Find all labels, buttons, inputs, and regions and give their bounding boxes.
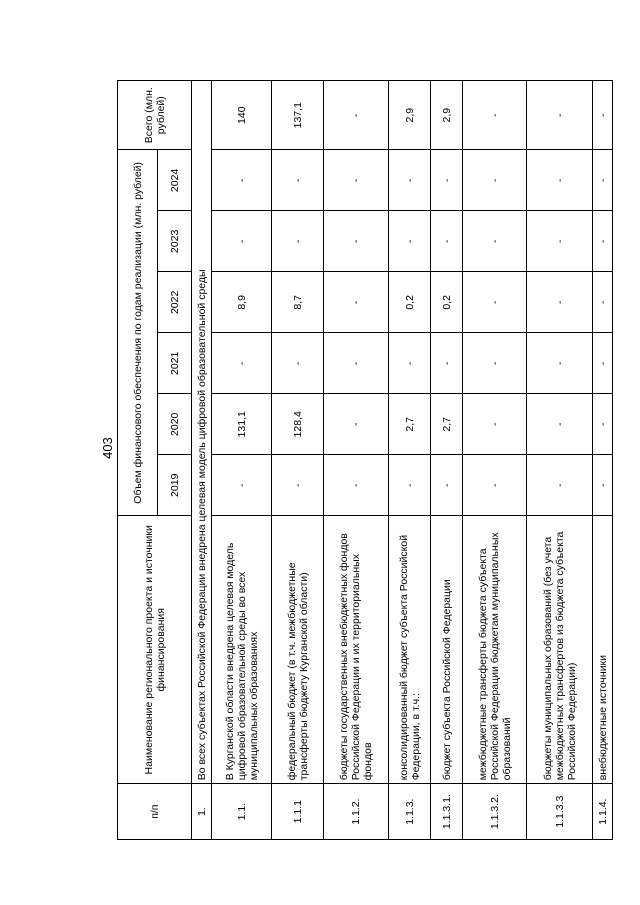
row-value: 8,7 (272, 272, 324, 333)
header-year: 2019 (158, 455, 192, 516)
row-value: - (389, 333, 431, 394)
row-value: - (463, 333, 527, 394)
row-value: - (272, 333, 324, 394)
row-value: - (389, 150, 431, 211)
table-row (593, 81, 613, 840)
row-value: - (431, 455, 463, 516)
row-num: 1.1.1 (272, 784, 324, 840)
row-value: - (324, 455, 389, 516)
row-value: - (389, 211, 431, 272)
row-value: - (463, 272, 527, 333)
row-value: - (272, 455, 324, 516)
row-value: - (527, 455, 593, 516)
row-value: - (431, 211, 463, 272)
table-row (431, 81, 463, 840)
row-num: 1.1.3.2. (463, 784, 527, 840)
row-value: - (593, 455, 613, 516)
row-value: 0,2 (431, 272, 463, 333)
row-name: бюджеты муниципальных образований (без учета межбюджетных трансфертов из бюджета субъекта Российской Федерации) (527, 516, 593, 784)
row-value: - (527, 272, 593, 333)
row-value: - (431, 333, 463, 394)
row-num: 1.1.3.1. (431, 784, 463, 840)
row-value: - (527, 394, 593, 455)
header-year: 2021 (158, 333, 192, 394)
row-value: - (212, 333, 272, 394)
row-total: 2,9 (431, 81, 463, 150)
row-value: - (212, 150, 272, 211)
header-name: Наименование регионального проекта и источники финансирования (118, 516, 192, 784)
table-row (463, 81, 527, 840)
table-row (389, 81, 431, 840)
row-total: 140 (212, 81, 272, 150)
row-value: - (324, 394, 389, 455)
row-name: В Курганской области внедрена целевая модель цифровой образовательной среды во всех муниципальных образованиях (212, 516, 272, 784)
row-value: - (593, 150, 613, 211)
section-row (192, 81, 212, 840)
row-num: 1.1.4. (593, 784, 613, 840)
row-value: - (272, 150, 324, 211)
header-year: 2023 (158, 211, 192, 272)
row-value: 131,1 (212, 394, 272, 455)
row-name: межбюджетные трансферты бюджета субъекта Российской Федерации бюджетам муниципальных образований (463, 516, 527, 784)
row-value: - (324, 272, 389, 333)
row-value: 8,9 (212, 272, 272, 333)
row-value: - (593, 333, 613, 394)
row-total: - (593, 81, 613, 150)
header-year: 2020 (158, 394, 192, 455)
header-volume: Объем финансового обеспечения по годам реализации (млн. рублей) (118, 150, 158, 516)
row-value: - (527, 150, 593, 211)
row-value: 128,4 (272, 394, 324, 455)
header-year: 2024 (158, 150, 192, 211)
section-title: Во всех субъектах Российской Федерации внедрена целевая модель цифровой образовательной среды (192, 81, 212, 784)
row-num: 1.1.3.3 (527, 784, 593, 840)
row-value: - (593, 272, 613, 333)
row-value: - (324, 211, 389, 272)
row-value: - (463, 150, 527, 211)
row-value: 0,2 (389, 272, 431, 333)
row-total: - (324, 81, 389, 150)
row-value: - (593, 394, 613, 455)
row-value: - (431, 150, 463, 211)
table-row (324, 81, 389, 840)
table-row (272, 81, 324, 840)
table-row (212, 81, 272, 840)
header-num: п/п (118, 784, 192, 840)
section-num: 1. (192, 784, 212, 840)
row-total: - (527, 81, 593, 150)
row-total: 2,9 (389, 81, 431, 150)
row-value: - (463, 211, 527, 272)
row-value: - (272, 211, 324, 272)
row-value: - (527, 333, 593, 394)
row-value: - (463, 394, 527, 455)
row-value: 2,7 (431, 394, 463, 455)
row-name: бюджеты государственных внебюджетных фондов Российской Федерации и их территориальных фондов (324, 516, 389, 784)
row-num: 1.1. (212, 784, 272, 840)
financing-table (117, 80, 613, 840)
row-value: - (593, 211, 613, 272)
row-value: - (212, 455, 272, 516)
header-year: 2022 (158, 272, 192, 333)
row-num: 1.1.3. (389, 784, 431, 840)
row-name: внебюджетные источники (593, 516, 613, 784)
row-name: консолидированный бюджет субъекта Российской Федерации, в т.ч.: (389, 516, 431, 784)
row-value: - (389, 455, 431, 516)
rotated-table-container (117, 60, 617, 840)
row-total: - (463, 81, 527, 150)
row-value: 2,7 (389, 394, 431, 455)
row-value: - (212, 211, 272, 272)
row-value: - (463, 455, 527, 516)
row-value: - (527, 211, 593, 272)
row-value: - (324, 333, 389, 394)
row-name: бюджет субъекта Российской Федерации (431, 516, 463, 784)
header-total: Всего (млн. рублей) (118, 81, 192, 150)
row-total: 137,1 (272, 81, 324, 150)
row-value: - (324, 150, 389, 211)
row-num: 1.1.2. (324, 784, 389, 840)
row-name: федеральный бюджет (в т.ч. межбюджетные трансферты бюджету Курганской области) (272, 516, 324, 784)
table-row (527, 81, 593, 840)
page-number: 403 (100, 437, 115, 459)
